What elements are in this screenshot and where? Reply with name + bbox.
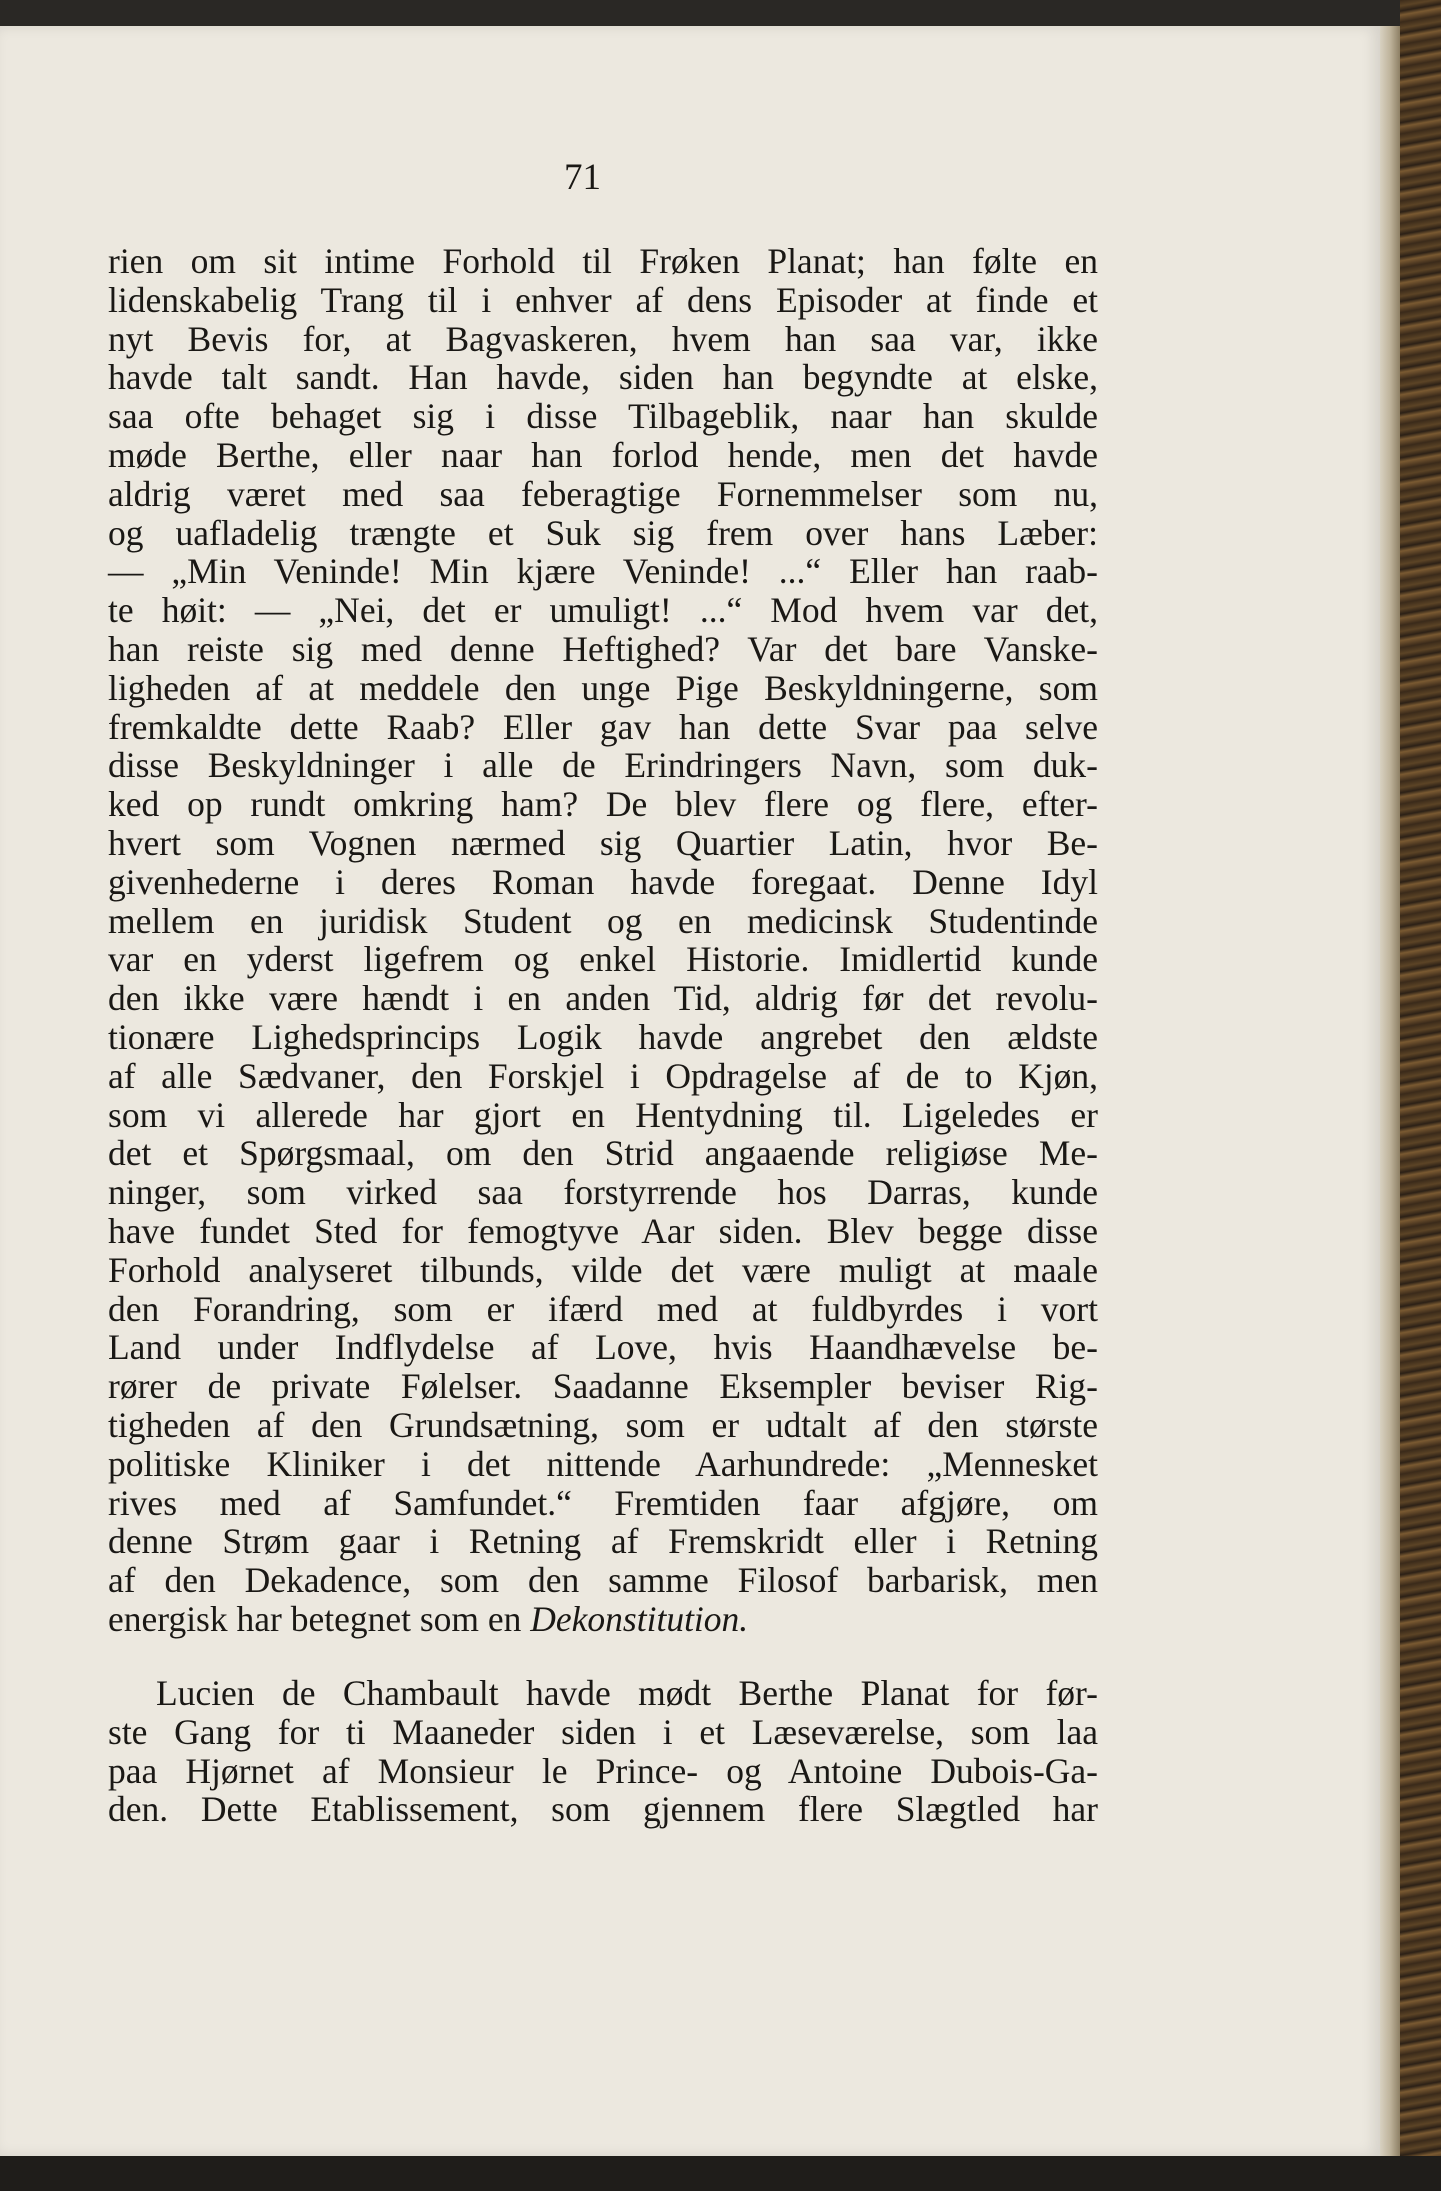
text-line: og uafladelig trængte et Suk sig frem over hans Læber: <box>108 512 1098 553</box>
text-line: — „Min Veninde! Min kjære Veninde! ...“ Eller han raab- <box>108 551 1098 592</box>
text-line: politiske Kliniker i det nittende Aarhundrede: „Mennesket <box>108 1443 1098 1484</box>
text-line: rives med af Samfundet.“ Fremtiden faar afgjøre, om <box>108 1482 1098 1523</box>
text-line: hvert som Vognen nærmed sig Quartier Latin, hvor Be- <box>108 822 1098 863</box>
text-line: mellem en juridisk Student og en medicinsk Studentinde <box>108 900 1098 941</box>
text-line: den. Dette Etablissement, som gjennem flere Slægtled har <box>108 1789 1098 1830</box>
text-line: havde talt sandt. Han havde, siden han begyndte at elske, <box>108 357 1098 398</box>
text-line: Lucien de Chambault havde mødt Berthe Planat for før- <box>156 1673 1098 1713</box>
text-line: ligheden af at meddele den unge Pige Beskyldningerne, som <box>108 667 1098 708</box>
text-line: nyt Bevis for, at Bagvaskeren, hvem han saa var, ikke <box>108 318 1098 359</box>
text-line: var en yderst ligefrem og enkel Historie. Imidlertid kunde <box>108 939 1098 980</box>
text-line: af den Dekadence, som den samme Filosof barbarisk, men <box>108 1560 1098 1601</box>
paragraph-2 <box>108 1674 1098 1829</box>
text-line: Land under Indflydelse af Love, hvis Haandhævelse be- <box>108 1327 1098 1368</box>
text-line: han reiste sig med denne Heftighed? Var det bare Vanske- <box>108 628 1098 669</box>
scan-top-border <box>0 0 1441 28</box>
text-line: tionære Lighedsprincips Logik havde angrebet den ældste <box>108 1016 1098 1057</box>
text-line: rører de private Følelser. Saadanne Eksempler beviser Rig- <box>108 1366 1098 1407</box>
text-line: af alle Sædvaner, den Forskjel i Opdragelse af de to Kjøn, <box>108 1055 1098 1096</box>
text-line: den Forandring, som er ifærd med at fuldbyrdes i vort <box>108 1288 1098 1329</box>
text-line: rien om sit intime Forhold til Frøken Planat; han følte en <box>108 241 1098 281</box>
text-line: givenhederne i deres Roman havde foregaat. Denne Idyl <box>108 861 1098 902</box>
text-line: saa ofte behaget sig i disse Tilbageblik, naar han skulde <box>108 396 1098 437</box>
page-edge <box>1380 26 1400 2156</box>
text-line: te høit: — „Nei, det er umuligt! ...“ Mod hvem var det, <box>108 590 1098 631</box>
text-line: disse Beskyldninger i alle de Erindringers Navn, som duk- <box>108 745 1098 786</box>
page-number: 71 <box>564 157 601 198</box>
text-line: paa Hjørnet af Monsieur le Prince- og Antoine Dubois-Ga- <box>108 1750 1098 1791</box>
final-line-text: energisk har betegnet som en <box>108 1598 531 1639</box>
marbled-book-edge <box>1400 0 1441 2191</box>
text-line: ninger, som virked saa forstyrrende hos Darras, kunde <box>108 1172 1098 1213</box>
paragraph-1 <box>108 242 1098 1639</box>
text-line-final <box>108 1600 1098 1639</box>
text-line: have fundet Sted for femogtyve Aar siden. Blev begge disse <box>108 1210 1098 1251</box>
text-line: ked op rundt omkring ham? De blev flere og flere, efter- <box>108 784 1098 825</box>
italic-term: Dekonstitution. <box>530 1598 749 1639</box>
text-line: denne Strøm gaar i Retning af Fremskridt eller i Retning <box>108 1521 1098 1562</box>
text-line: Forhold analyseret tilbunds, vilde det være muligt at maale <box>108 1249 1098 1290</box>
text-line: fremkaldte dette Raab? Eller gav han dette Svar paa selve <box>108 706 1098 747</box>
text-line: det et Spørgsmaal, om den Strid angaaende religiøse Me- <box>108 1133 1098 1174</box>
text-line: den ikke være hændt i en anden Tid, aldrig før det revolu- <box>108 978 1098 1019</box>
scan-bottom-border <box>0 2156 1441 2191</box>
text-line: tigheden af den Grundsætning, som er udtalt af den største <box>108 1404 1098 1445</box>
text-line: møde Berthe, eller naar han forlod hende, men det havde <box>108 434 1098 475</box>
text-line: aldrig været med saa feberagtige Fornemmelser som nu, <box>108 473 1098 514</box>
text-line: som vi allerede har gjort en Hentydning til. Ligeledes er <box>108 1094 1098 1135</box>
text-line: lidenskabelig Trang til i enhver af dens Episoder at finde et <box>108 279 1098 320</box>
text-line: ste Gang for ti Maaneder siden i et Læseværelse, som laa <box>108 1711 1098 1752</box>
